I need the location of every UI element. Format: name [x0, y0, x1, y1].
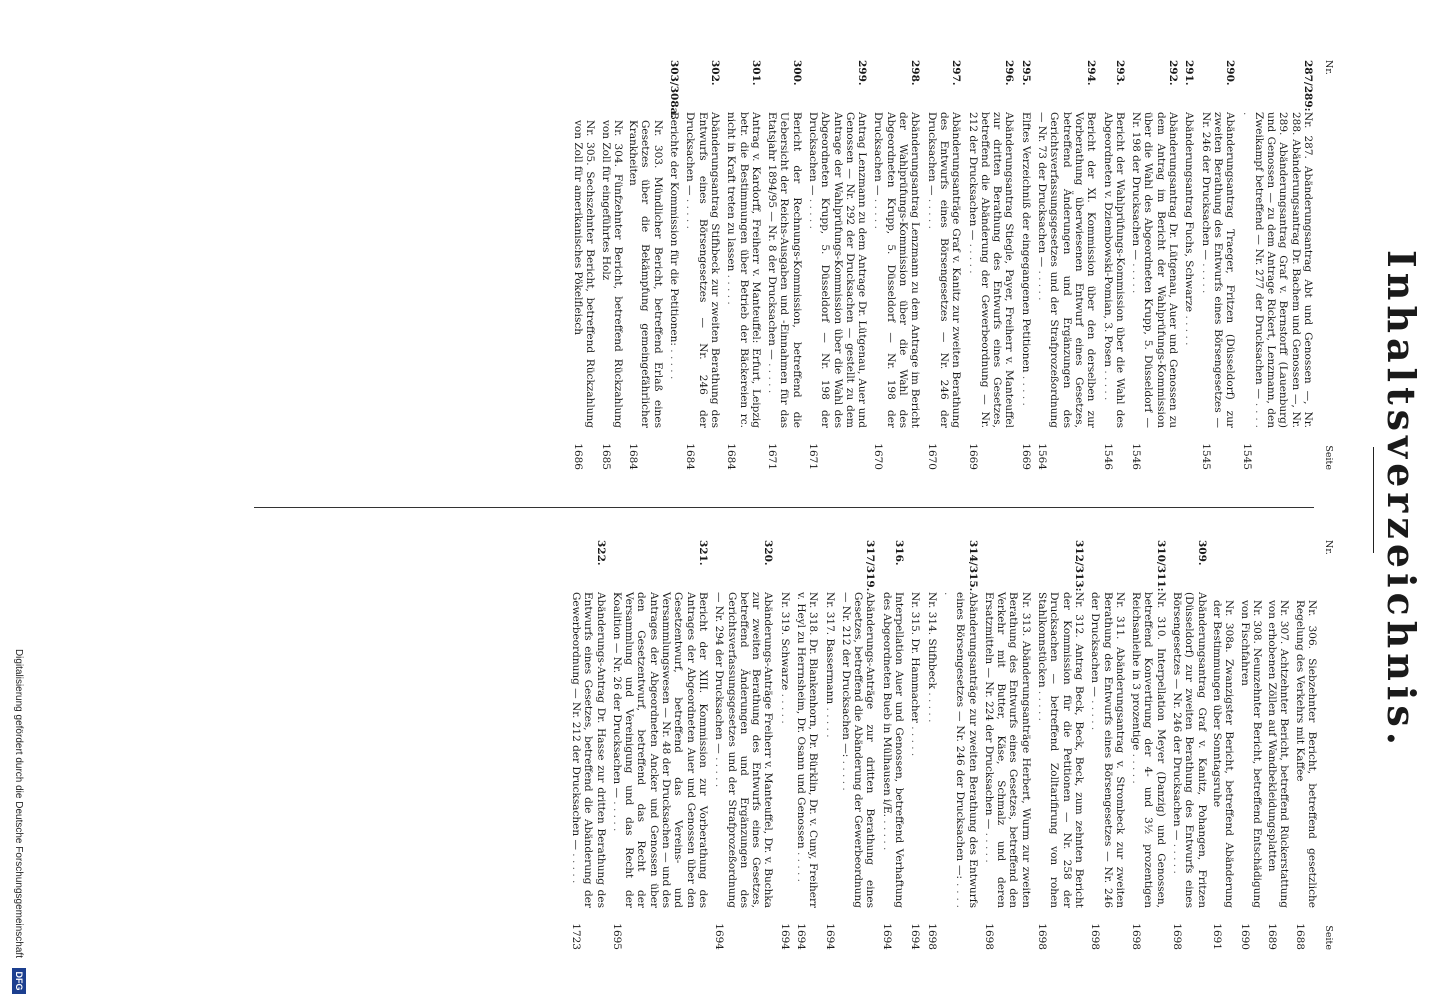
toc-column-left: [569, 60, 1334, 470]
entry-number: 297.: [950, 60, 963, 86]
toc-entry: [807, 60, 868, 470]
entry-title: Abänderungs-Anträge Freiherr v. Manteuffel, Dr. v. Buchka zur zweiten Berathung des Entwurfs eines Gesetzes, betreffend Änderungen und Ergänzungen des Gerichtsverfassungsgesetzes und der Strafprozeßordnung — Nr. 294 der Drucksachen — . . .: [713, 592, 774, 908]
entry-number: 312/313:: [1072, 540, 1085, 592]
toc-entry: [872, 60, 921, 470]
toc-entry: [1130, 60, 1179, 470]
toc-entry: [1036, 540, 1085, 950]
entry-title: Nr. 304. Fünfzehnter Bericht, betreffend Rückzahlung von Zoll für eingeführtes Holz: [599, 120, 624, 428]
toc-subentries-left: [572, 60, 664, 470]
entry-number: 314/315.: [966, 540, 979, 592]
toc-entry: [983, 540, 1032, 950]
entry-page-number: 1698: [1089, 923, 1102, 950]
entry-page-number: 1670: [925, 443, 938, 470]
digitization-credit: [12, 0, 26, 1000]
title-underline: [1373, 447, 1374, 553]
entry-number: 310/311:: [1154, 540, 1167, 592]
entry-title: Abänderungsanträge Graf v. Kanitz zur zweiten Berathung des Entwurfs eines Börsengesetzes — Nr. 246 der Drucksachen — . . .: [925, 112, 962, 428]
entry-number: 316.: [893, 540, 906, 566]
entry-title: Abänderungsantrag Dr. Lütgenau, Auer und Genossen zu dem Antrag im Bericht der Wahlprüfungs-Kommission über die Wahl des Abgeordneten Krupp, 5. Düsseldorf — Nr. 198 der Drucksachen — . . .: [1130, 112, 1179, 428]
entry-title: Nr. 307. Achtzehnter Bericht, betreffend Rückerstattung von erhobenen Zöllen auf Wandbekleidungsplatten: [1266, 600, 1291, 908]
toc-entry: [684, 60, 721, 470]
toc-entry: [925, 540, 937, 950]
entry-page-number: 1546: [1101, 443, 1114, 470]
toc-subentry: [1293, 540, 1318, 950]
entry-number: 293.: [1113, 60, 1126, 86]
entry-title: Nr. 310. Interpellation Meyer (Danzig) und Genossen, betreffend Konvertirung der 4- und 3½ prozentigen Reichsanleihe in 3 prozentige . . .: [1130, 592, 1167, 908]
entry-title: Antrag Lenzmann zu dem Antrage Dr. Lütgenau, Auer und Genossen — Nr. 292 der Drucksachen — gestellt zu dem Antrage der Wahlprüfungs-Kommission über die Wahl des Abgeordneten Krupp, 5. Düsseldorf — Nr. 198 der Drucksachen — . . .: [807, 112, 868, 428]
toc-entry: [1240, 60, 1314, 470]
toc-subentries-right: [1211, 540, 1318, 950]
toc-entry: [795, 540, 820, 950]
entry-page-number: 1564: [1036, 443, 1049, 470]
entry-page-number: 1545: [1199, 443, 1212, 470]
entry-page-number: 1545: [1240, 443, 1253, 470]
entry-title: Abänderungsantrag Traeger, Fritzen (Düsseldorf) zur zweiten Berathung des Entwurfs eines Börsengesetzes — Nr. 246 der Drucksachen — . . .: [1199, 112, 1236, 428]
entry-page-number: 1689: [1266, 923, 1279, 950]
entry-page-number: 1694: [778, 923, 791, 950]
entry-title: Interpellation Auer und Genossen, betreffend Verhaftung des Abgeordneten Bueb in Mülhausen i/E. . . .: [881, 592, 906, 908]
entry-title: Nr. 287. Abänderungsantrag Abt und Genossen —, Nr. 288. Abänderungsantrag Dr. Bachem und Genossen —, Nr. 289. Abänderungsantrag Graf v. Bernstorff (Lauenburg) und Genossen — zu dem Antrage Rickert, Lenzmann, den Zweikampf betreffend — Nr. 277 der Drucksachen — . . .: [1240, 112, 1314, 428]
entry-page-number: 1671: [766, 443, 779, 470]
toc-subentry: [1238, 540, 1263, 950]
entry-page-number: 1694: [713, 923, 726, 950]
entry-page-number: 1684: [725, 443, 738, 470]
toc-entry: [1171, 540, 1208, 950]
toc-entries-right: [570, 540, 1208, 950]
toc-entry: [823, 540, 835, 950]
entry-page-number: 1698: [1036, 923, 1049, 950]
column-header-seite: Seite: [1323, 925, 1334, 950]
entry-number: 296.: [1003, 60, 1016, 86]
entry-number: 291.: [1183, 60, 1196, 86]
toc-entry: [966, 60, 1015, 470]
entry-page-number: 1669: [1019, 443, 1032, 470]
entry-title: Antrag v. Kardorff, Freiherr v. Manteuffel: Erfurt, Leipzig betr. die Bestimmungen über Betrieb der Bäckereien rc. nicht in Kraft treten zu lassen . . .: [725, 112, 762, 428]
column-header: [1318, 540, 1334, 950]
entry-page-number: 1684: [627, 443, 640, 470]
entry-page-number: 1688: [1293, 923, 1306, 950]
entry-number: 300.: [790, 60, 803, 86]
toc-entry: [925, 60, 962, 470]
entry-number: 292.: [1167, 60, 1180, 86]
toc-entry: [1183, 60, 1195, 470]
toc-subentry: [599, 60, 624, 470]
entry-title: Nr. 308a. Zwanzigster Bericht, betreffend Abänderung der Bestimmungen über Sonntagsruhe: [1210, 600, 1236, 908]
entry-number: 299.: [856, 60, 869, 86]
entry-page-number: 1670: [872, 443, 885, 470]
entry-title: Nr. 314. Stifhbeck . . .: [925, 592, 937, 908]
entry-title: Abänderungsantrag Stifhbeck zur zweiten Berathung des Entwurfs eines Börsengesetzes — Nr. 246 der Drucksachen — . . .: [684, 112, 721, 428]
entry-number: 322.: [594, 540, 607, 566]
entry-page-number: 1698: [1171, 923, 1184, 950]
entry-title: Nr. 311. Abänderungsantrag v. Strombeck zur zweiten Berathung des Entwurfs eines Börsengesetzes — Nr. 246 der Drucksachen — . . .: [1089, 592, 1126, 908]
entry-number: 317/319.: [864, 540, 877, 592]
toc-entry: [1089, 540, 1126, 950]
entry-page-number: 1691: [1210, 923, 1223, 950]
entry-page-number: 1694: [795, 923, 808, 950]
entry-title: Abänderungsantrag Fuchs, Schwarze . . .: [1183, 112, 1195, 428]
credit-text: Digitalisierung gefördert durch die Deutsche Forschungsgemeinschaft: [13, 648, 25, 958]
entry-title: Nr. 317. Bassermann . . .: [823, 592, 835, 908]
entry-number: 298.: [909, 60, 922, 86]
toc-entry: [881, 540, 906, 950]
entry-page-number: 1698: [925, 923, 938, 950]
entry-title: Bericht der Wahlprüfungs-Kommission über die Wahl des Abgeordneten v. Dziembowski-Pomian, 3. Posen . . .: [1101, 112, 1126, 428]
entry-number: 302.: [708, 60, 721, 86]
entry-title: Nr. 306. Siebzehnter Bericht, betreffend gesetzliche Regelung des Verkehrs mit Kaffee: [1293, 600, 1318, 908]
entry-page-number: 1698: [1130, 923, 1143, 950]
entry-title: Nr. 318. Dr. Blankenhorn, Dr. Bürklin, Dr. v. Cuny, Freiherr v. Heyl zu Herrnsheim, Dr. Osann und Genossen . . .: [795, 592, 820, 908]
toc-entry: [778, 540, 790, 950]
toc-entries-left: [668, 60, 1314, 470]
entry-number: 303/308a.: [668, 60, 681, 119]
entry-title: Abänderungsantrag Graf v. Kanitz, Pohangen, Fritzen (Düsseldorf) zur zweiten Berathung des Entwurfs eines Börsengesetzes — Nr. 246 der Drucksachen — . . .: [1171, 592, 1208, 908]
column-header-seite: Seite: [1323, 445, 1334, 470]
toc-entry: [1036, 60, 1097, 470]
entry-page-number: 1684: [684, 443, 697, 470]
entry-title: Abänderungs-Antrag Dr. Hasse zur dritten Berathung des Entwurfs eines Gesetzes, betreffend die Abänderung der Gewerbeordnung — Nr. 212 der Drucksachen — . . .: [570, 592, 607, 908]
entry-page-number: 1686: [571, 443, 584, 470]
toc-entry: [1130, 540, 1167, 950]
entry-page-number: 1694: [880, 923, 893, 950]
toc-entry: [611, 540, 709, 950]
entry-title: Abänderungsantrag Lenzmann zu dem Antrage im Bericht der Wahlprüfungs-Kommission über die Wahl des Abgeordneten Krupp, 5. Düsseldorf — Nr. 198 der Drucksachen — . . .: [872, 112, 921, 428]
entry-number: 321.: [696, 540, 709, 566]
entry-page-number: 1695: [610, 923, 623, 950]
dfg-logo: DFG: [12, 968, 26, 994]
entry-number: 287/289:: [1302, 60, 1314, 112]
column-divider: [254, 507, 1314, 508]
page-title: Inhaltsverzeichnis.: [1379, 250, 1424, 750]
toc-entry: [1019, 60, 1031, 470]
entry-page-number: 1694: [909, 923, 922, 950]
toc-column-right: [566, 540, 1334, 950]
entry-page-number: 1669: [966, 443, 979, 470]
column-header: [1318, 60, 1334, 470]
entry-page-number: 1685: [599, 443, 612, 470]
toc-entry: [570, 540, 607, 950]
entry-number: 309.: [1195, 540, 1208, 566]
entry-number: 320.: [762, 540, 775, 566]
entry-page-number: 1694: [823, 923, 836, 950]
toc-entry: [713, 540, 774, 950]
toc-entry: [725, 60, 762, 470]
column-header-nr: Nr.: [1323, 60, 1334, 75]
entry-page-number: 1698: [982, 923, 995, 950]
entry-title: Nr. 305. Sechszehnter Bericht, betreffend Rückzahlung von Zoll für amerikanisches Pökelfleisch: [571, 120, 597, 428]
entry-title: Abänderungsanträge zur zweiten Berathung des Entwurfs eines Börsengesetzes — Nr. 246 der Drucksachen —: . . .: [942, 592, 979, 908]
entry-number: 290.: [1224, 60, 1237, 86]
entry-title: Nr. 319. Schwarze . . .: [778, 592, 790, 908]
entry-page-number: 1671: [807, 443, 820, 470]
toc-subentry: [572, 60, 597, 470]
toc-entry: [668, 60, 680, 470]
entry-title: Bericht der XI. Kommission über den derselben zur Vorberathung überwiesenen Entwurf eines Gesetzes, betreffend Änderungen und Ergänzungen des Gerichtsverfassungsgesetzes und der Strafprozeßordnung — Nr. 73 der Drucksachen — . . .: [1036, 112, 1097, 428]
entry-title: Nr. 312. Antrag Beck, Beck, Beck, zum zehnten Bericht der Kommission für die Petitionen — Nr. 258 der Drucksachen — betreffend Zolltarifirung von rohen Stahlkonnstücken . . .: [1036, 592, 1085, 908]
entry-title: Abänderungs-Anträge zur dritten Berathung eines Gesetzes, betreffend die Abänderung der Gewerbeordnung — Nr. 212 der Drucksachen —: . . .: [840, 592, 877, 908]
entry-title: Nr. 313. Abänderungsanträge Herbert, Wurm zur zweiten Berathung des Entwurfs eines Gesetzes, betreffend den Verkehr mit Butter, Käse, Schmalz und deren Ersatzmitteln — Nr. 224 der Drucksachen — . . .: [983, 592, 1032, 908]
entry-title: Nr. 303. Mündlicher Bericht, betreffend Erlaß eines Gesetzes über die Bekämpfung gemeingefährlicher Krankheiten: [627, 120, 664, 428]
toc-subentry: [627, 60, 664, 470]
toc-entry: [766, 60, 803, 470]
toc-subentry: [1211, 540, 1236, 950]
entry-page-number: 1690: [1238, 923, 1251, 950]
entry-title: Bericht der Rechnungs-Kommission, betreffend die Uebersicht der Reichs-Ausgaben und -Einnahmen für das Etatsjahr 1894/95 — Nr. 8 der Drucksachen — . . .: [766, 112, 803, 428]
column-header-nr: Nr.: [1323, 540, 1334, 555]
entry-title: Berichte der Kommission für die Petitionen: . . .: [668, 112, 680, 428]
entry-number: 295.: [1019, 60, 1032, 86]
entry-title: Nr. 315. Dr. Hammacher . . .: [909, 592, 921, 908]
entry-title: Nr. 308. Neunzehnter Bericht, betreffend Entschädigung von Fischfahren: [1238, 600, 1263, 908]
toc-entry: [942, 540, 979, 950]
toc-entry: [1101, 60, 1126, 470]
entry-title: Abänderungsantrag Stiegle, Payer, Freiherr v. Manteuffel zur dritten Berathung des Entwurfs eines Gesetzes, betreffend die Abänderung der Gewerbeordnung — Nr. 212 der Drucksachen — . . .: [966, 112, 1015, 428]
toc-subentry: [1266, 540, 1291, 950]
entry-title: Elftes Verzeichniß der eingegangenen Petitionen . . .: [1019, 112, 1031, 428]
toc-entry: [1199, 60, 1236, 470]
entry-number: 301.: [749, 60, 762, 86]
entry-page-number: 1723: [569, 923, 582, 950]
toc-entry: [840, 540, 877, 950]
entry-page-number: 1546: [1130, 443, 1143, 470]
toc-entry: [909, 540, 921, 950]
entry-title: Bericht der XIII. Kommission zur Vorberathung des Antrages der Abgeordneten Auer und Genossen über den Gesetzentwurf, betreffend das Vereins- und Versammlungswesen — Nr. 48 der Drucksachen — und des Antrages der Abgeordneten Ancker und Genossen über den Gesetzentwurf, betreffend das Recht der Versammlung und Vereinigung und das Recht der Koalition — Nr. 26 der Drucksachen — . . .: [611, 592, 709, 908]
entry-number: 294.: [1085, 60, 1098, 86]
